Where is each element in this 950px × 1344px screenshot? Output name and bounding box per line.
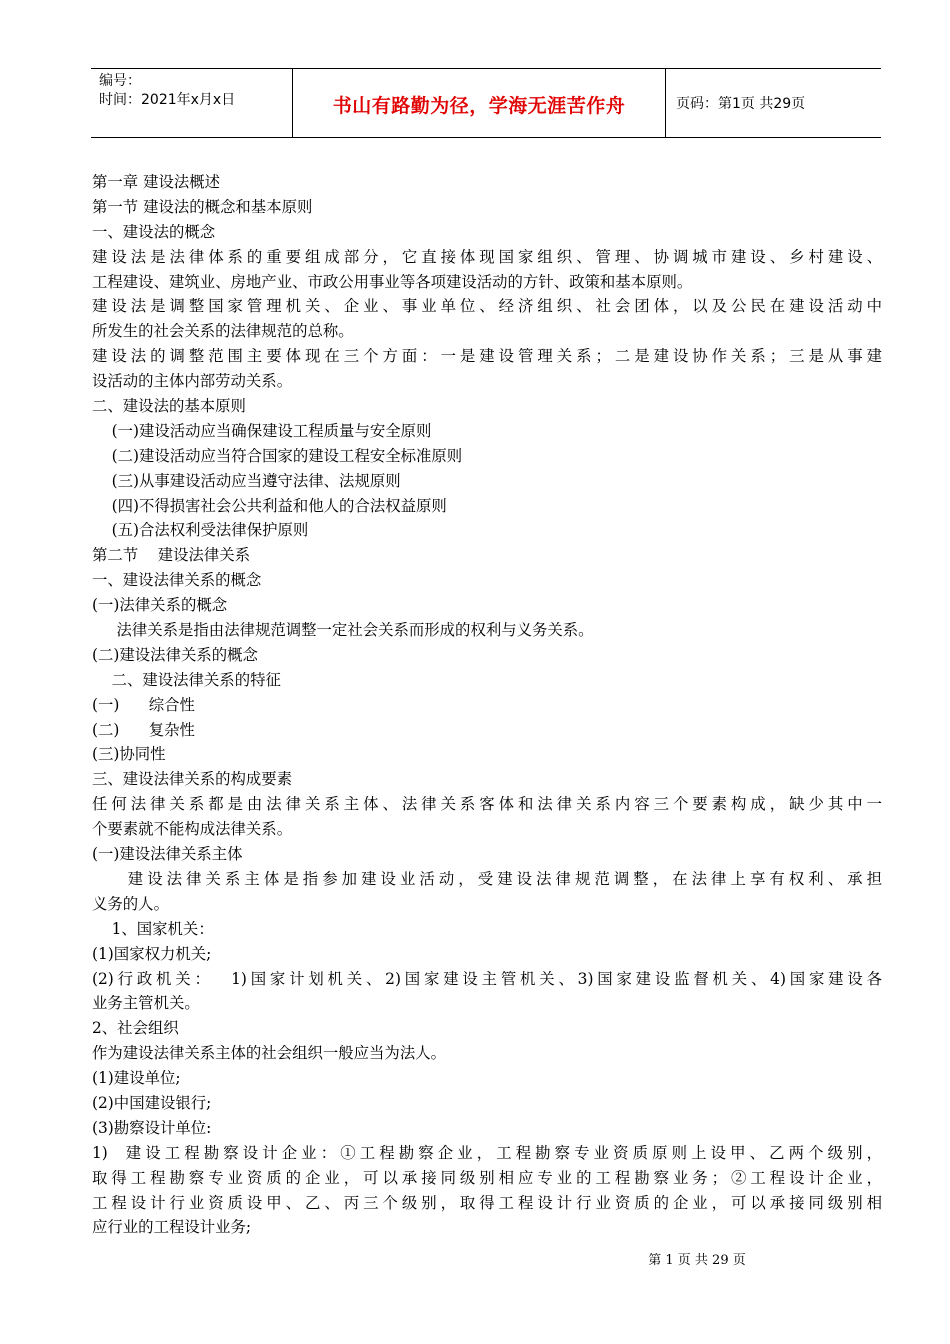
- header-info-cell: [91, 69, 293, 137]
- subsection-heading: 三、建设法律关系的构成要素: [92, 770, 293, 789]
- page-footer: [0, 1249, 950, 1268]
- list-item: 2、社会组织: [92, 1019, 179, 1038]
- text-line: 义务的人。: [92, 894, 169, 913]
- list-item: (二) 复杂性: [92, 720, 195, 739]
- text-line: 法律关系是指由法律规范调整一定社会关系而形成的权利与义务关系。: [92, 621, 594, 640]
- motto-text: 书山有路勤为径，学海无涯苦作舟: [332, 95, 626, 117]
- text-line: 1) 建设工程勘察设计企业：①工程勘察企业，工程勘察专业资质原则上设甲、乙两个级别，: [92, 1143, 882, 1162]
- text-line: 取得工程勘察专业资质的企业，可以承接同级别相应专业的工程勘察业务；②工程设计企业，: [92, 1168, 882, 1187]
- list-item: (二)建设活动应当符合国家的建设工程安全标准原则: [92, 446, 463, 465]
- text-line: 作为建设法律关系主体的社会组织一般应当为法人。: [92, 1044, 446, 1063]
- footer-page-number: 第 1 页 共 29 页: [648, 1253, 746, 1268]
- subsection-heading: 一、建设法的概念: [92, 222, 216, 241]
- text-line: 建设法的调整范围主要体现在三个方面：一是建设管理关系；二是建设协作关系；三是从事建: [92, 347, 882, 366]
- text-line: 任何法律关系都是由法律关系主体、法律关系客体和法律关系内容三个要素构成，缺少其中一: [92, 795, 882, 814]
- text-line: 建设法是调整国家管理机关、企业、事业单位、经济组织、社会团体，以及公民在建设活动中: [92, 297, 882, 316]
- list-item: (2)中国建设银行;: [92, 1093, 212, 1112]
- list-item: (1)国家权力机关;: [92, 944, 212, 963]
- document-code-label: 编号：: [99, 73, 141, 89]
- list-item: (一)建设活动应当确保建设工程质量与安全原则: [92, 421, 432, 440]
- list-item: (二)建设法律关系的概念: [92, 645, 258, 664]
- list-item: (1)建设单位;: [92, 1069, 181, 1088]
- text-line: 业务主管机关。: [92, 994, 200, 1013]
- document-header: [91, 68, 881, 138]
- text-line: 个要素就不能构成法律关系。: [92, 820, 293, 839]
- subsection-heading: 一、建设法律关系的概念: [92, 571, 262, 590]
- section-title: 第二节 建设法律关系: [92, 546, 251, 565]
- subsection-heading: 二、建设法的基本原则: [92, 397, 246, 416]
- list-item: (2)行政机关： 1)国家计划机关、2)国家建设主管机关、3)国家建设监督机关、4)国家建设各: [92, 969, 882, 988]
- header-motto-cell: [293, 69, 666, 137]
- section-title: 第一节 建设法的概念和基本原则: [92, 197, 313, 216]
- list-item: (四)不得损害社会公共利益和他人的合法权益原则: [92, 496, 447, 515]
- list-item: (三)协同性: [92, 745, 166, 764]
- text-line: 建设法是法律体系的重要组成部分，它直接体现国家组织、管理、协调城市建设、乡村建设、: [92, 247, 882, 266]
- page-info: 页码：第1页 共29页: [676, 96, 806, 112]
- text-line: 工程建设、建筑业、房地产业、市政公用事业等各项建设活动的方针、政策和基本原则。: [92, 272, 693, 291]
- document-time-label: 时间：2021年x月x日: [99, 92, 236, 108]
- text-line: 工程设计行业资质设甲、乙、丙三个级别，取得工程设计行业资质的企业，可以承接同级别相: [92, 1193, 882, 1212]
- list-item: (3)勘察设计单位:: [92, 1118, 212, 1137]
- list-item: (五)合法权利受法律保护原则: [92, 521, 309, 540]
- header-page-cell: [666, 69, 881, 137]
- text-line: 设活动的主体内部劳动关系。: [92, 372, 293, 391]
- list-item: 1、国家机关：: [92, 919, 214, 938]
- text-line: 应行业的工程设计业务;: [92, 1218, 252, 1237]
- text-line: 建设法律关系主体是指参加建设业活动，受建设法律规范调整，在法律上享有权利、承担: [92, 869, 882, 888]
- chapter-title: 第一章 建设法概述: [92, 173, 221, 191]
- list-item: (一) 综合性: [92, 695, 195, 714]
- subsection-heading: 二、建设法律关系的特征: [92, 670, 281, 689]
- document-body: [92, 170, 882, 1240]
- list-item: (一)法律关系的概念: [92, 596, 228, 615]
- list-item: (三)从事建设活动应当遵守法律、法规原则: [92, 471, 401, 490]
- list-item: (一)建设法律关系主体: [92, 845, 243, 864]
- text-line: 所发生的社会关系的法律规范的总称。: [92, 322, 354, 341]
